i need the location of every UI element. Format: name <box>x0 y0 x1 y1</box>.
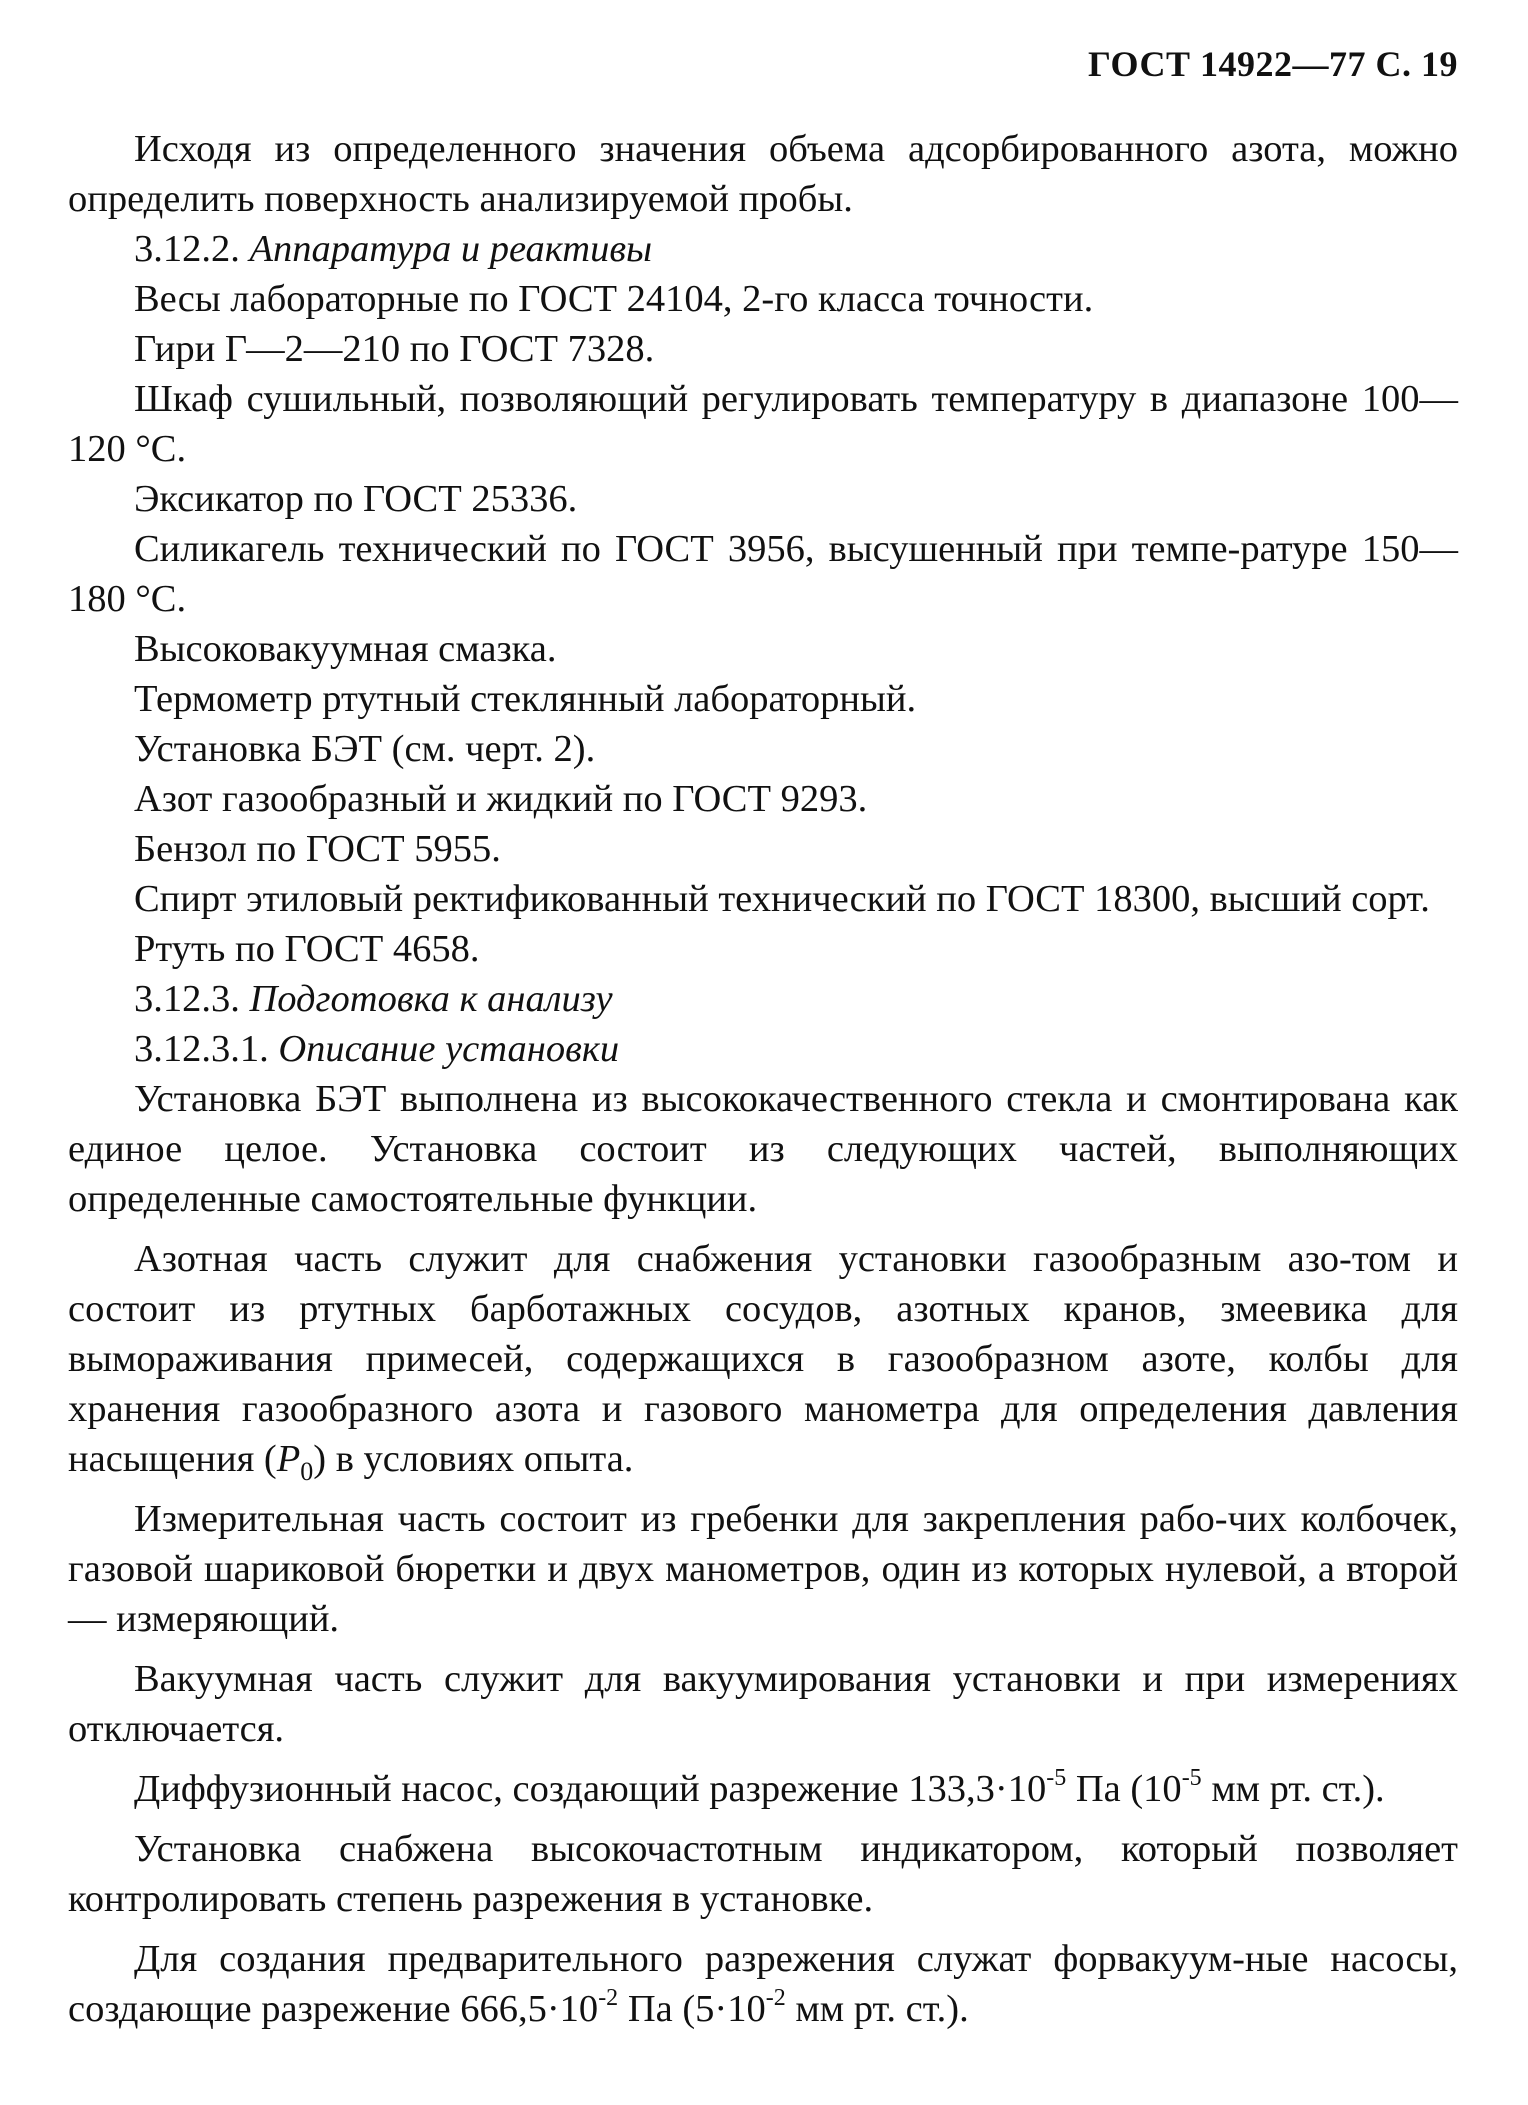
paragraph <box>68 274 1458 324</box>
paragraph-text: Высоковакуумная смазка. <box>134 628 557 670</box>
section-heading <box>68 224 1458 274</box>
paragraph <box>68 124 1458 224</box>
paragraph-text: Азот газообразный и жидкий по ГОСТ 9293. <box>134 778 868 820</box>
paragraph <box>68 1824 1458 1924</box>
paragraph <box>68 1234 1458 1484</box>
section-title: Аппаратура и реактивы <box>249 228 653 270</box>
paragraph-text: Шкаф сушильный, позволяющий регулировать температуру в диапазоне 100—120 °С. <box>68 378 1458 470</box>
paragraph <box>68 374 1458 474</box>
paragraph <box>68 924 1458 974</box>
paragraph-text: Термометр ртутный стеклянный лабораторный. <box>134 678 917 720</box>
pressure-subscript: 0 <box>300 1457 314 1486</box>
document-body <box>68 124 1458 2034</box>
paragraph-text: Измерительная часть состоит из гребенки для закрепления рабо-чих колбочек, газовой шариковой бюретки и двух манометров, один из которых нулевой, а второй — измеряющий. <box>68 1498 1458 1640</box>
paragraph <box>68 1494 1458 1644</box>
paragraph-text: мм рт. ст.). <box>785 1988 969 2030</box>
paragraph <box>68 774 1458 824</box>
paragraph-text: Диффузионный насос, создающий разрежение 133,3·10 <box>134 1768 1047 1810</box>
section-number: 3.12.2. <box>134 228 240 270</box>
paragraph-text: Спирт этиловый ректификованный технический по ГОСТ 18300, высший сорт. <box>134 878 1430 920</box>
paragraph-text: Эксикатор по ГОСТ 25336. <box>134 478 578 520</box>
paragraph-text: Азотная часть служит для снабжения установки газообразным азо-том и состоит из ртутных барботажных сосудов, азотных кранов, змеевика для вымораживания примесей, содержащихся в газообразном азоте, колбы для хранения газообразного азота и газового манометра для определения давления насыщения ( <box>68 1238 1458 1480</box>
exponent: -5 <box>1046 1765 1067 1791</box>
paragraph-text: Ртуть по ГОСТ 4658. <box>134 928 480 970</box>
pressure-variable: P <box>276 1438 301 1480</box>
paragraph-text: Силикагель технический по ГОСТ 3956, высушенный при темпе-ратуре 150—180 °С. <box>68 528 1458 620</box>
paragraph <box>68 1654 1458 1754</box>
paragraph-text: Для создания предварительного разрежения служат форвакуум-ные насосы, создающие разрежение 666,5·10 <box>68 1938 1458 2030</box>
section-number: 3.12.3. <box>134 978 240 1020</box>
exponent: -5 <box>1181 1765 1202 1791</box>
section-number: 3.12.3.1. <box>134 1028 269 1070</box>
paragraph-text: Па (5·10 <box>618 1988 766 2030</box>
paragraph <box>68 474 1458 524</box>
exponent: -2 <box>598 1985 619 2011</box>
exponent: -2 <box>765 1985 786 2011</box>
paragraph-text: Исходя из определенного значения объема адсорбированного азота, можно определить поверхность анализируемой пробы. <box>68 128 1458 220</box>
paragraph <box>68 724 1458 774</box>
paragraph-text: ) в условиях опыта. <box>313 1438 634 1480</box>
paragraph <box>68 524 1458 624</box>
paragraph <box>68 824 1458 874</box>
paragraph-text: Установка снабжена высокочастотным индикатором, который позволяет контролировать степень разрежения в установке. <box>68 1828 1458 1920</box>
section-title: Подготовка к анализу <box>249 978 613 1020</box>
paragraph-text: Весы лабораторные по ГОСТ 24104, 2-го класса точности. <box>134 278 1094 320</box>
paragraph <box>68 624 1458 674</box>
paragraph-text: Бензол по ГОСТ 5955. <box>134 828 501 870</box>
section-heading <box>68 974 1458 1024</box>
paragraph <box>68 874 1458 924</box>
paragraph-text: Па (10 <box>1066 1768 1182 1810</box>
paragraph-text: Вакуумная часть служит для вакуумирования установки и при измерениях отключается. <box>68 1658 1458 1750</box>
paragraph <box>68 1934 1458 2034</box>
paragraph <box>68 324 1458 374</box>
paragraph-text: Гири Г—2—210 по ГОСТ 7328. <box>134 328 655 370</box>
paragraph <box>68 1074 1458 1224</box>
document-page <box>68 40 1458 2034</box>
section-heading <box>68 1024 1458 1074</box>
paragraph <box>68 674 1458 724</box>
page-header: ГОСТ 14922—77 С. 19 <box>1088 44 1458 84</box>
paragraph-text: Установка БЭТ выполнена из высококачественного стекла и смонтирована как единое целое. Установка состоит из следующих частей, выполняющих определенные самостоятельные функции. <box>68 1078 1458 1220</box>
paragraph-text: мм рт. ст.). <box>1201 1768 1385 1810</box>
section-title: Описание установки <box>278 1028 620 1070</box>
paragraph <box>68 1764 1458 1814</box>
paragraph-text: Установка БЭТ (см. черт. 2). <box>134 728 596 770</box>
